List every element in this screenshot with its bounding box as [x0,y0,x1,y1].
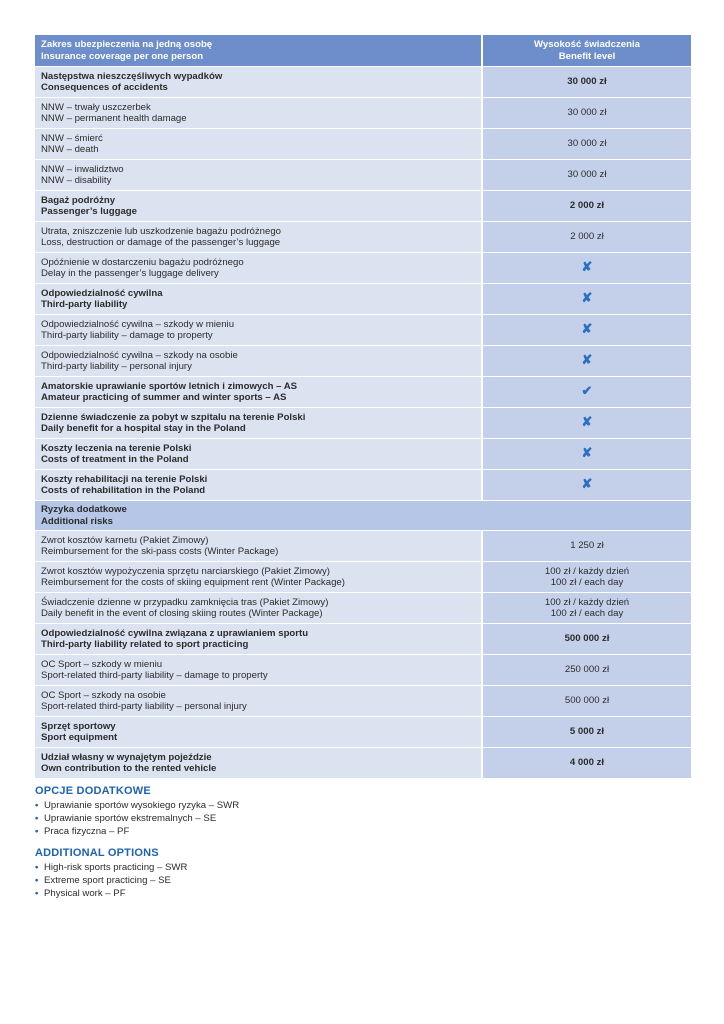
option-text: Uprawianie sportów wysokiego ryzyka – SWR [44,800,240,811]
table-row [35,129,691,160]
header-coverage-en: Insurance coverage per one person [41,50,204,62]
cross-icon: ✘ [581,476,593,492]
option-text: High-risk sports practicing – SWR [44,862,188,874]
options-title-pl: OPCJE DODATKOWE [35,785,151,797]
coverage-pl: NNW – śmierć [41,132,103,144]
table-row [35,748,691,779]
coverage-pl: NNW – inwalidztwo [41,163,124,175]
benefit-cell [483,748,691,779]
coverage-pl: Odpowiedzialność cywilna związana z uprawianiem sportu [41,627,309,639]
table-row [35,624,691,655]
benefit-mark [483,284,691,315]
coverage-cell [35,531,483,562]
benefit-cell [483,593,691,624]
benefit-cell [483,562,691,593]
coverage-pl: OC Sport – szkody w mieniu [41,658,163,670]
table-row [35,686,691,717]
section-pl: Ryzyka dodatkowe [41,504,127,515]
coverage-cell [35,67,483,98]
coverage-pl: Utrata, zniszczenie lub uszkodzenie bagażu podróżnego [41,225,281,237]
coverage-pl: NNW – trwały uszczerbek [41,101,151,113]
coverage-cell [35,253,483,284]
coverage-cell [35,593,483,624]
benefit-cell [483,624,691,655]
coverage-pl: Odpowiedzialność cywilna – szkody w mieniu [41,318,235,330]
coverage-en: Sport-related third-party liability – damage to property [41,670,268,681]
benefit-cell [483,655,691,686]
benefit-cell [483,686,691,717]
option-text: Uprawianie sportów ekstremalnych – SE [44,812,217,824]
coverage-cell [35,191,483,222]
coverage-en: Reimbursement for the costs of skiing equipment rent (Winter Package) [41,577,345,588]
coverage-pl: OC Sport – szkody na osobie [41,689,166,701]
coverage-en: NNW – disability [41,175,112,186]
benefit-value: 2 000 zł [570,231,604,243]
coverage-en: Sport-related third-party liability – personal injury [41,701,247,712]
bullet-icon: • [35,825,39,837]
benefit-cell [483,222,691,253]
table-row [35,98,691,129]
coverage-cell [35,408,483,439]
coverage-en: Delay in the passenger’s luggage delivery [41,268,219,279]
list-item [35,875,691,888]
option-text: Physical work – PF [44,887,126,899]
coverage-cell [35,562,483,593]
benefit-value: 100 zł / każdy dzień [544,596,630,608]
benefit-mark [483,439,691,470]
coverage-pl: Koszty leczenia na terenie Polski [41,442,192,454]
benefit-value: 30 000 zł [567,169,607,181]
coverage-pl: Następstwa nieszczęśliwych wypadków [41,70,223,82]
benefit-cell [483,191,691,222]
coverage-en: Third-party liability related to sport practicing [41,639,249,650]
coverage-cell [35,284,483,315]
coverage-en: Sport equipment [41,732,118,743]
coverage-en: Daily benefit in the event of closing skiing routes (Winter Package) [41,608,323,619]
coverage-en: Loss, destruction or damage of the passenger’s luggage [41,237,281,248]
additional-options [35,785,691,910]
benefit-cell [483,160,691,191]
cross-icon: ✘ [581,321,593,337]
section-header [35,501,691,531]
options-list-pl [35,800,691,838]
section-cell [35,501,691,531]
coverage-cell [35,222,483,253]
table-row [35,408,691,439]
benefit-value: 500 000 zł [564,633,610,645]
coverage-pl: Dzienne świadczenie za pobyt w szpitalu na terenie Polski [41,411,306,423]
cross-icon: ✘ [581,290,593,306]
benefit-value: 4 000 zł [569,757,605,769]
coverage-en: Costs of rehabilitation in the Poland [41,485,206,496]
table-row [35,67,691,98]
header-benefit [483,35,691,67]
coverage-cell [35,655,483,686]
check-icon: ✔ [581,383,593,399]
coverage-pl: Zwrot kosztów karnetu (Pakiet Zimowy) [41,534,209,546]
table-row [35,470,691,501]
coverage-pl: Zwrot kosztów wypożyczenia sprzętu narciarskiego (Pakiet Zimowy) [41,565,330,577]
coverage-en: Costs of treatment in the Poland [41,454,189,465]
coverage-cell [35,439,483,470]
options-list-en [35,862,691,900]
coverage-pl: Opóźnienie w dostarczeniu bagażu podróżnego [41,256,244,268]
table-row [35,531,691,562]
list-item [35,813,691,826]
benefit-value: 2 000 zł [569,200,605,212]
coverage-pl: Bagaż podróżny [41,194,116,206]
coverage-pl: Amatorskie uprawianie sportów letnich i zimowych – AS [41,380,298,392]
benefit-value: 30 000 zł [567,107,607,119]
table-row [35,315,691,346]
benefit-mark [483,470,691,501]
table-row [35,593,691,624]
coverage-pl: Odpowiedzialność cywilna [41,287,163,299]
coverage-cell [35,160,483,191]
table-row [35,377,691,408]
coverage-cell [35,624,483,655]
coverage-pl: Koszty rehabilitacji na terenie Polski [41,473,208,485]
option-text: Praca fizyczna – PF [44,825,130,837]
coverage-en: Consequences of accidents [41,82,168,93]
cross-icon: ✘ [581,259,593,275]
benefit-mark [483,377,691,408]
cross-icon: ✘ [581,352,593,368]
header-benefit-pl: Wysokość świadczenia [534,39,640,50]
benefit-value: 250 000 zł [564,664,610,676]
table-row [35,284,691,315]
list-item [35,800,691,813]
bullet-icon: • [35,862,39,874]
bullet-icon: • [35,887,39,899]
table-row [35,562,691,593]
coverage-cell [35,748,483,779]
coverage-en: Amateur practicing of summer and winter sports – AS [41,392,287,403]
header-coverage [35,35,483,67]
benefit-value: 1 250 zł [570,540,604,552]
table-row [35,160,691,191]
coverage-table-wrapper [35,35,691,779]
coverage-cell [35,717,483,748]
cross-icon: ✘ [581,414,593,430]
benefit-value-en: 100 zł / each day [550,577,624,588]
coverage-cell [35,315,483,346]
benefit-value: 100 zł / każdy dzień [544,565,630,577]
coverage-en: Daily benefit for a hospital stay in the Poland [41,423,246,434]
table-row [35,655,691,686]
coverage-cell [35,377,483,408]
benefit-value: 5 000 zł [569,726,605,738]
benefit-cell [483,98,691,129]
list-item [35,862,691,875]
benefit-cell [483,717,691,748]
benefit-cell [483,129,691,160]
table-row [35,346,691,377]
coverage-en: NNW – permanent health damage [41,113,187,124]
table-row [35,439,691,470]
list-item [35,826,691,839]
coverage-en: Third-party liability [41,299,128,310]
coverage-cell [35,346,483,377]
coverage-en: Third-party liability – personal injury [41,361,192,372]
coverage-pl: Sprzęt sportowy [41,720,116,732]
coverage-cell [35,470,483,501]
bullet-icon: • [35,800,39,811]
coverage-en: Passenger’s luggage [41,206,137,217]
options-title-en: ADDITIONAL OPTIONS [35,847,159,860]
coverage-cell [35,129,483,160]
benefit-cell [483,531,691,562]
coverage-pl: Świadczenie dzienne w przypadku zamknięcia tras (Pakiet Zimowy) [41,596,329,608]
coverage-pl: Odpowiedzialność cywilna – szkody na osobie [41,349,238,361]
header-benefit-en: Benefit level [558,50,616,62]
table-row [35,222,691,253]
header-coverage-pl: Zakres ubezpieczenia na jedną osobę [41,39,213,50]
benefit-cell [483,67,691,98]
benefit-mark [483,346,691,377]
bullet-icon: • [35,812,39,824]
coverage-table [35,35,691,779]
coverage-pl: Udział własny w wynajętym pojeździe [41,751,212,763]
coverage-en: Reimbursement for the ski-pass costs (Winter Package) [41,546,279,557]
benefit-value-en: 100 zł / each day [550,608,624,619]
benefit-value: 500 000 zł [564,695,610,707]
coverage-en: NNW – death [41,144,99,155]
benefit-value: 30 000 zł [567,76,607,88]
table-row [35,191,691,222]
coverage-en: Third-party liability – damage to property [41,330,213,341]
coverage-en: Own contribution to the rented vehicle [41,763,217,774]
benefit-mark [483,408,691,439]
benefit-value: 30 000 zł [567,138,607,150]
table-header [35,35,691,67]
option-text: Extreme sport practicing – SE [44,875,171,887]
table-row [35,717,691,748]
benefit-mark [483,253,691,284]
cross-icon: ✘ [581,445,593,461]
list-item [35,888,691,901]
benefit-mark [483,315,691,346]
coverage-cell [35,686,483,717]
bullet-icon: • [35,875,39,887]
section-en: Additional risks [41,515,113,527]
coverage-cell [35,98,483,129]
table-row [35,253,691,284]
